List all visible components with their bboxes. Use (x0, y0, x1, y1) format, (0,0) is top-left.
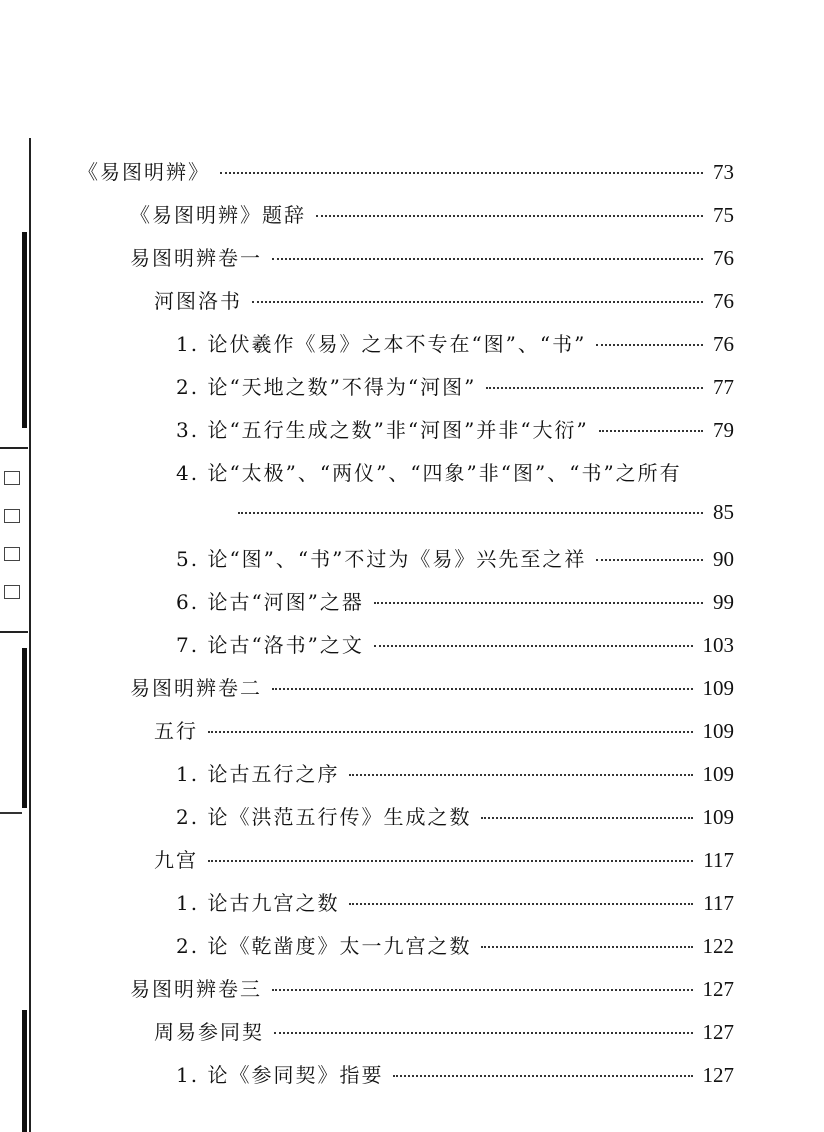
toc-entry-continuation (238, 500, 734, 532)
toc-entry (130, 242, 734, 274)
toc-entry-title: 1. 论古九宫之数 (176, 891, 340, 915)
section-tab (0, 447, 28, 633)
tab-glyph (4, 509, 20, 523)
dot-leader (349, 903, 693, 905)
dot-leader (374, 602, 703, 604)
toc-entry (130, 672, 734, 704)
toc-entry (130, 973, 734, 1005)
toc-entry-title: 6. 论古“河图”之器 (176, 590, 364, 614)
binding-edge-line (29, 138, 31, 1132)
toc-entry-page: 99 (713, 590, 734, 614)
toc-entry-title: 河图洛书 (154, 289, 242, 313)
dot-leader (599, 430, 703, 432)
toc-entry-page: 77 (713, 375, 734, 399)
toc-entry-page: 109 (702, 676, 734, 700)
toc-entry-title: 周易参同契 (154, 1020, 264, 1044)
toc-entry (176, 629, 734, 661)
toc-entry-page: 85 (713, 500, 734, 524)
toc-entry (176, 414, 734, 446)
dot-leader (238, 512, 703, 514)
toc-entry (154, 844, 734, 876)
dot-leader (252, 301, 703, 303)
toc-entry (176, 371, 734, 403)
toc-entry (176, 543, 734, 575)
binding-shadow-middle (22, 648, 27, 808)
toc-entry-page: 117 (703, 891, 734, 915)
toc-entry (176, 758, 734, 790)
toc-entry-title: 易图明辨卷一 (130, 246, 262, 270)
dot-leader (349, 774, 692, 776)
toc-entry (176, 887, 734, 919)
dot-leader (208, 731, 693, 733)
toc-entry-page: 76 (713, 289, 734, 313)
toc-entry-title: 易图明辨卷二 (130, 676, 262, 700)
edge-tick (0, 812, 22, 814)
dot-leader (486, 387, 703, 389)
dot-leader (596, 344, 703, 346)
toc-entry-page: 127 (702, 1063, 734, 1087)
toc-entry-title: 2. 论“天地之数”不得为“河图” (176, 375, 477, 399)
dot-leader (481, 817, 692, 819)
toc-entry-page: 109 (702, 719, 734, 743)
toc-entry-page: 109 (702, 805, 734, 829)
toc-entry (176, 1059, 734, 1091)
toc-entry (176, 328, 734, 360)
dot-leader (374, 645, 693, 647)
dot-leader (220, 172, 703, 174)
toc-entry-page: 127 (702, 977, 734, 1001)
dot-leader (393, 1075, 692, 1077)
toc-entry-page: 122 (702, 934, 734, 958)
toc-entry-page: 109 (702, 762, 734, 786)
tab-glyph (4, 547, 20, 561)
toc-entry (130, 199, 734, 231)
toc-entry-title: 5. 论“图”、“书”不过为《易》兴先至之祥 (176, 547, 587, 571)
dot-leader (596, 559, 703, 561)
dot-leader (272, 688, 693, 690)
tab-glyph (4, 471, 20, 485)
binding-shadow-upper (22, 232, 27, 428)
dot-leader (274, 1032, 693, 1034)
toc-entry-title: 《易图明辨》题辞 (130, 203, 306, 227)
dot-leader (208, 860, 693, 862)
dot-leader (316, 215, 703, 217)
toc-entry-page: 76 (713, 332, 734, 356)
toc-entry-page: 75 (713, 203, 734, 227)
toc-entry-title: 7. 论古“洛书”之文 (176, 633, 364, 657)
toc-entry-page: 76 (713, 246, 734, 270)
toc-entry (78, 156, 734, 188)
toc-entry-page: 90 (713, 547, 734, 571)
toc-entry-title: 2. 论《洪范五行传》生成之数 (176, 805, 472, 829)
toc-entry-title: 2. 论《乾凿度》太一九宫之数 (176, 934, 472, 958)
binding-shadow-lower (22, 1010, 27, 1132)
toc-entry (154, 715, 734, 747)
toc-entry-title: 1. 论伏羲作《易》之本不专在“图”、“书” (176, 332, 587, 356)
toc-entry (176, 586, 734, 618)
toc-entry (154, 1016, 734, 1048)
toc-entry-title: 3. 论“五行生成之数”非“河图”并非“大衍” (176, 418, 589, 442)
toc-entry-title: 1. 论古五行之序 (176, 762, 340, 786)
toc-entry-page: 73 (713, 160, 734, 184)
toc-entry-title: 1. 论《参同契》指要 (176, 1063, 384, 1087)
toc-entry-page: 127 (702, 1020, 734, 1044)
toc-entry-page: 103 (702, 633, 734, 657)
dot-leader (272, 258, 703, 260)
toc-entry-title: 4. 论“太极”、“两仪”、“四象”非“图”、“书”之所有 (176, 461, 682, 485)
toc-entry-page: 79 (713, 418, 734, 442)
toc-entry (176, 930, 734, 962)
toc-entry-title: 易图明辨卷三 (130, 977, 262, 1001)
toc-entry (176, 801, 734, 833)
dot-leader (481, 946, 692, 948)
toc-entry-title: 《易图明辨》 (78, 160, 210, 184)
dot-leader (272, 989, 693, 991)
tab-glyph (4, 585, 20, 599)
toc-entry (154, 285, 734, 317)
toc-entry-wrapped (176, 457, 734, 489)
toc-entry-page: 117 (703, 848, 734, 872)
toc-entry-title: 五行 (154, 719, 198, 743)
toc-entry-title: 九宫 (154, 848, 198, 872)
